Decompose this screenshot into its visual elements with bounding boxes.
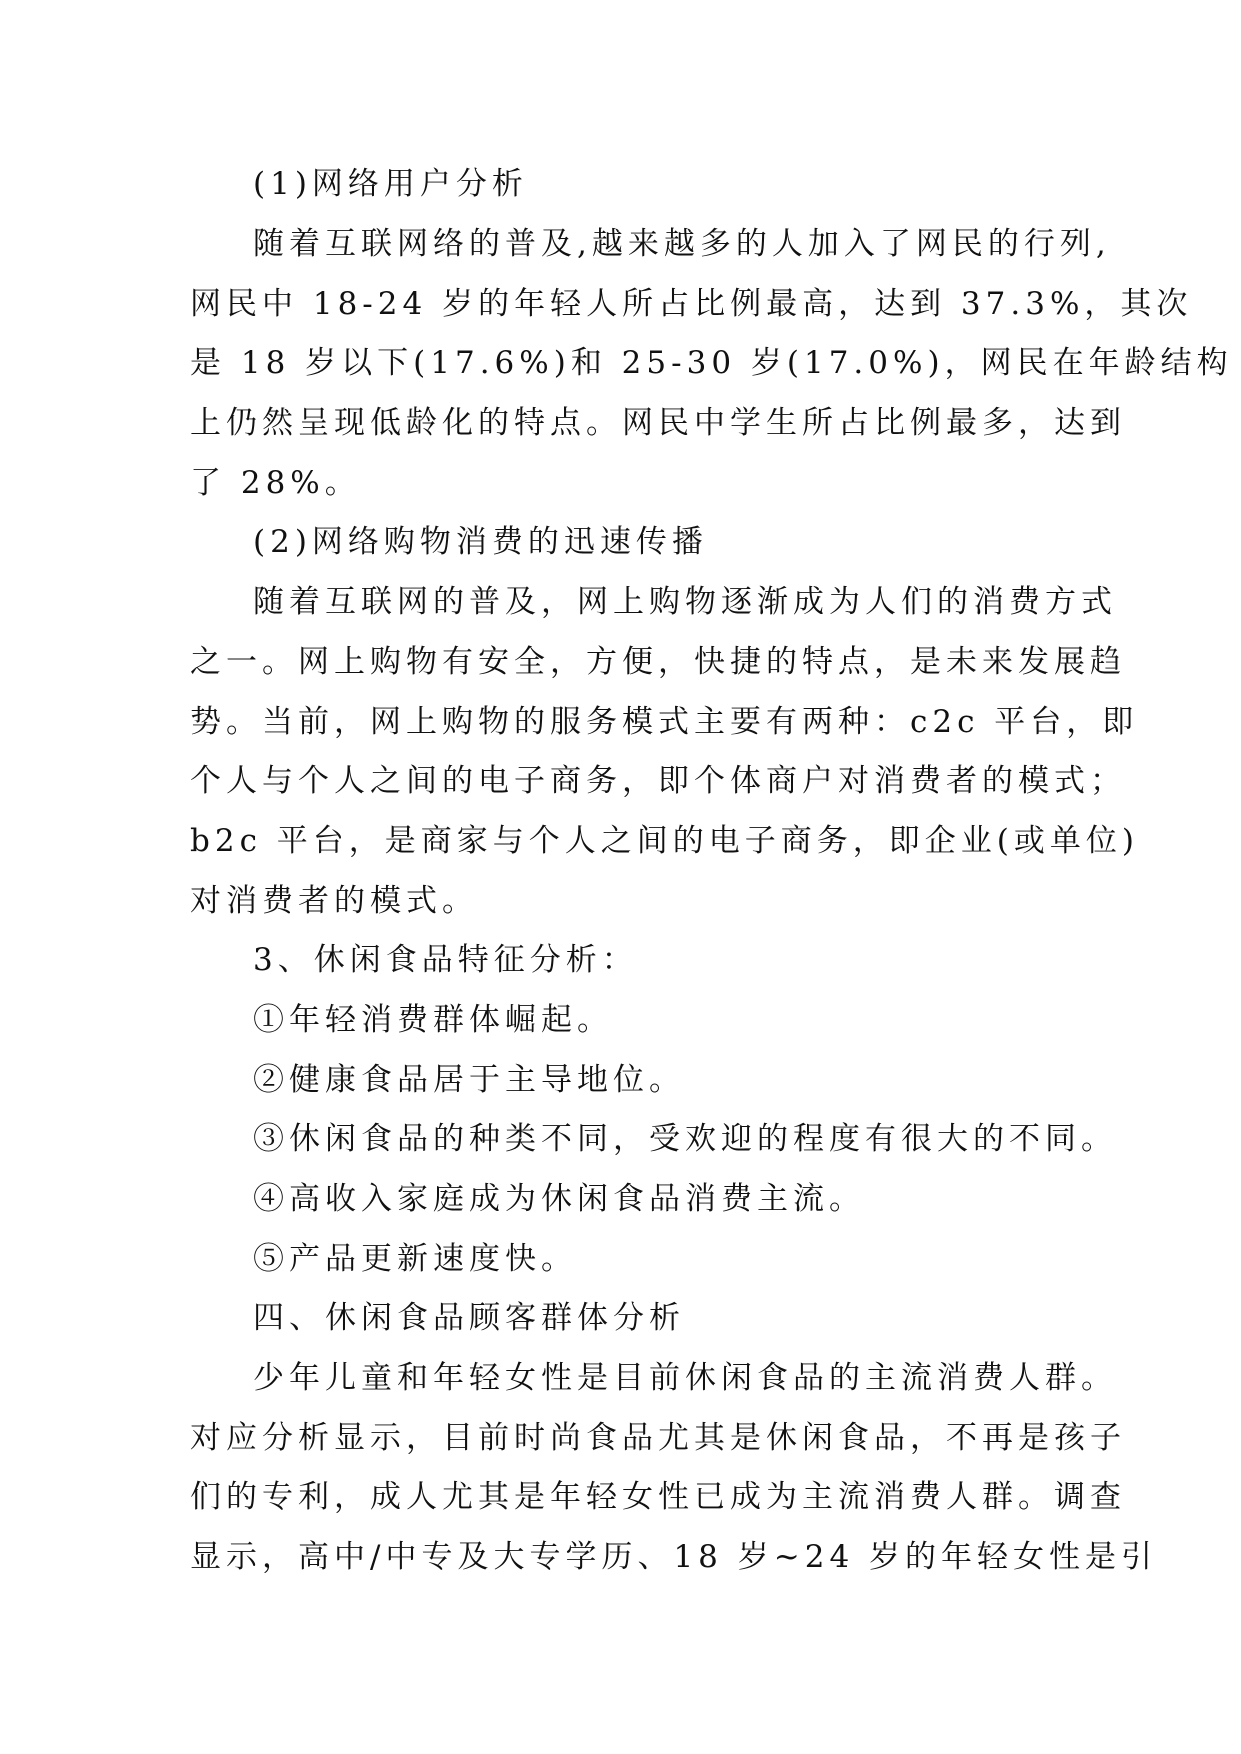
list-item: ①年轻消费群体崛起。 [253, 1002, 613, 1038]
paragraph-line: 对应分析显示，目前时尚食品尤其是休闲食品，不再是孩子 [190, 1420, 1126, 1456]
paragraph-line: b2c 平台，是商家与个人之间的电子商务，即企业(或单位) [190, 823, 1139, 859]
list-item: ⑤产品更新速度快。 [253, 1241, 577, 1277]
paragraph-line: 对消费者的模式。 [190, 883, 478, 919]
paragraph-line: 势。当前，网上购物的服务模式主要有两种：c2c 平台，即 [190, 704, 1139, 740]
subheading-network-users: (1)网络用户分析 [253, 166, 528, 202]
paragraph-line: 显示，高中/中专及大专学历、18 岁~24 岁的年轻女性是引 [190, 1539, 1158, 1575]
paragraph-line: 们的专利，成人尤其是年轻女性已成为主流消费人群。调查 [190, 1479, 1126, 1515]
paragraph-line: 个人与个人之间的电子商务，即个体商户对消费者的模式； [190, 763, 1126, 799]
list-item: ④高收入家庭成为休闲食品消费主流。 [253, 1181, 865, 1217]
paragraph-line: 随着互联网的普及，网上购物逐渐成为人们的消费方式 [253, 584, 1117, 620]
paragraph-line: 网民中 18-24 岁的年轻人所占比例最高，达到 37.3%，其次 [190, 286, 1193, 322]
paragraph-line: 随着互联网络的普及,越来越多的人加入了网民的行列, [253, 226, 1111, 262]
section-heading-customer-groups: 四、休闲食品顾客群体分析 [253, 1300, 685, 1336]
paragraph-line: 上仍然呈现低龄化的特点。网民中学生所占比例最多，达到 [190, 405, 1126, 441]
paragraph-line: 之一。网上购物有安全，方便，快捷的特点，是未来发展趋 [190, 644, 1126, 680]
paragraph-line: 少年儿童和年轻女性是目前休闲食品的主流消费人群。 [253, 1360, 1117, 1396]
list-item: ②健康食品居于主导地位。 [253, 1062, 685, 1098]
subheading-online-shopping: (2)网络购物消费的迅速传播 [253, 524, 708, 560]
section-heading-snack-features: 3、休闲食品特征分析： [253, 942, 638, 978]
list-item: ③休闲食品的种类不同，受欢迎的程度有很大的不同。 [253, 1121, 1117, 1157]
paragraph-line: 是 18 岁以下(17.6%)和 25-30 岁(17.0%)，网民在年龄结构 [190, 345, 1233, 381]
paragraph-line: 了 28%。 [190, 465, 361, 501]
